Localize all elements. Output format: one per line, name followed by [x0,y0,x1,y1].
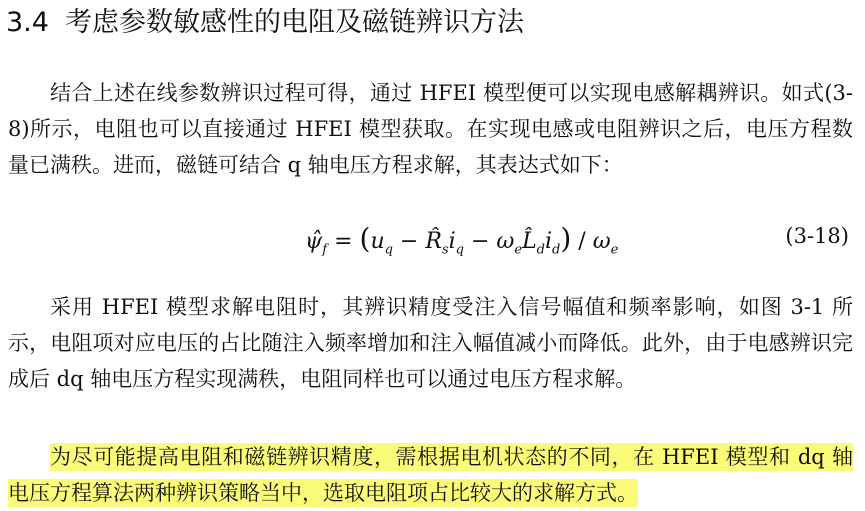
right-paren: ) [560,222,572,255]
omega-subscript: e [610,242,619,258]
resistance-symbol: R̂ [425,229,442,254]
minus-sign: − [463,229,497,254]
current-q-subscript: q [455,242,464,258]
section-title: 考虑参数敏感性的电阻及磁链辨识方法 [64,7,524,38]
current-q-symbol: i [448,229,456,254]
equation-number: (3-18) [785,224,849,248]
section-heading [6,6,524,40]
flux-subscript: f [322,242,328,258]
equation-3-18 [0,218,865,262]
section-number: 3.4 [6,7,49,38]
voltage-symbol: u [370,229,385,254]
inductance-subscript: d [536,242,545,258]
paragraph-intro: 结合上述在线参数辨识过程可得，通过 HFEI 模型便可以实现电感解耦辨识。如式(3-8)所示，电阻也可以直接通过 HFEI 模型获取。在实现电感或电阻辨识之后，电压方程数量已满秩。进而，磁链可结合 q 轴电压方程求解，其表达式如下： [8,81,853,177]
paragraph-hfei-resistance: 采用 HFEI 模型求解电阻时，其辨识精度受注入信号幅值和频率影响，如图 3-1 所示，电阻项对应电压的占比随注入频率增加和注入幅值减小而降低。此外，由于电感辨识完成后 dq 轴电压方程实现满秩，电阻同样也可以通过电压方程求解。 [8,295,853,391]
highlighted-text: 为尽可能提高电阻和磁链辨识精度，需根据电机状态的不同，在 HFEI 模型和 dq 轴电压方程算法两种辨识策略当中，选取电阻项占比较大的求解方式。 [8,445,853,505]
inductance-symbol: L̂ [522,229,537,254]
resistance-subscript: s [441,242,449,258]
equals-sign: = [327,229,360,254]
voltage-subscript: q [384,242,393,258]
omega-subscript: e [514,242,523,258]
minus-sign: − [392,229,426,254]
flux-symbol: ψ̂ [305,229,323,254]
omega-symbol: ω [496,229,515,254]
omega-symbol: ω [592,229,611,254]
equation-expression [305,222,618,257]
left-paren: ( [359,222,371,255]
current-d-symbol: i [545,229,553,254]
current-d-subscript: d [552,242,561,258]
divide-sign: / [571,229,593,254]
paragraph-highlighted-conclusion [8,439,853,511]
